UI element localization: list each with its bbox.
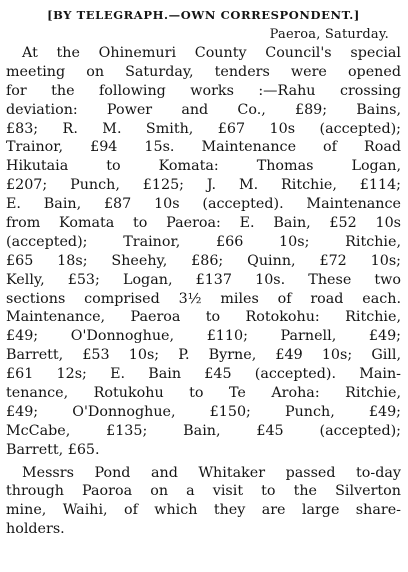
text-line: (accepted); Trainor, £66 10s; Ritchie, — [6, 233, 401, 250]
text-line: £49; O'Donnoghue, £110; Parnell, £49; — [6, 328, 401, 345]
paragraph-pond-whitaker — [6, 464, 401, 540]
text-line: through Paoroa on a visit to the Silverton — [6, 483, 401, 500]
text-line: £61 12s; E. Bain £45 (accepted). Main- — [6, 366, 401, 383]
text-line: £49; O'Donnoghue, £150; Punch, £49; — [6, 403, 401, 420]
text-line: Barrett, £65. — [6, 441, 100, 458]
telegraph-source-line: [BY TELEGRAPH.—OWN CORRESPONDENT.] — [47, 8, 360, 22]
paragraph-council-tenders — [6, 44, 401, 460]
dateline: Paeroa, Saturday. — [269, 27, 389, 42]
text-line: Kelly, £53; Logan, £137 10s. These two — [6, 271, 401, 288]
text-line: Messrs Pond and Whitaker passed to-day — [22, 464, 401, 481]
text-line: sections comprised 3½ miles of road each. — [6, 290, 401, 307]
text-line: £207; Punch, £125; J. M. Ritchie, £114; — [6, 177, 401, 194]
text-line: McCabe, £135; Bain, £45 (accepted); — [6, 422, 401, 439]
text-line: £83; R. M. Smith, £67 10s (accepted); — [6, 120, 401, 137]
text-line: Barrett, £53 10s; P. Byrne, £49 10s; Gill, — [6, 347, 401, 364]
text-line: E. Bain, £87 10s (accepted). Maintenance — [6, 196, 401, 213]
text-line: tenance, Rotukohu to Te Aroha: Ritchie, — [6, 385, 401, 402]
text-line: holders. — [6, 521, 65, 538]
text-line: deviation: Power and Co., £89; Bains, — [6, 101, 401, 118]
text-line: for the following works :—Rahu crossing — [6, 82, 401, 99]
text-line: Maintenance, Paeroa to Rotokohu: Ritchie, — [6, 309, 401, 326]
text-line: Trainor, £94 15s. Maintenance of Road — [6, 139, 401, 156]
text-line: £65 18s; Sheehy, £86; Quinn, £72 10s; — [6, 252, 401, 269]
text-line: Hikutaia to Komata: Thomas Logan, — [6, 158, 401, 175]
text-line: meeting on Saturday, tenders were opened — [6, 63, 401, 80]
text-line: from Komata to Paeroa: E. Bain, £52 10s — [6, 215, 401, 232]
text-line: mine, Waihi, of which they are large share- — [6, 502, 401, 519]
text-line: At the Ohinemuri County Council's special — [22, 45, 401, 61]
